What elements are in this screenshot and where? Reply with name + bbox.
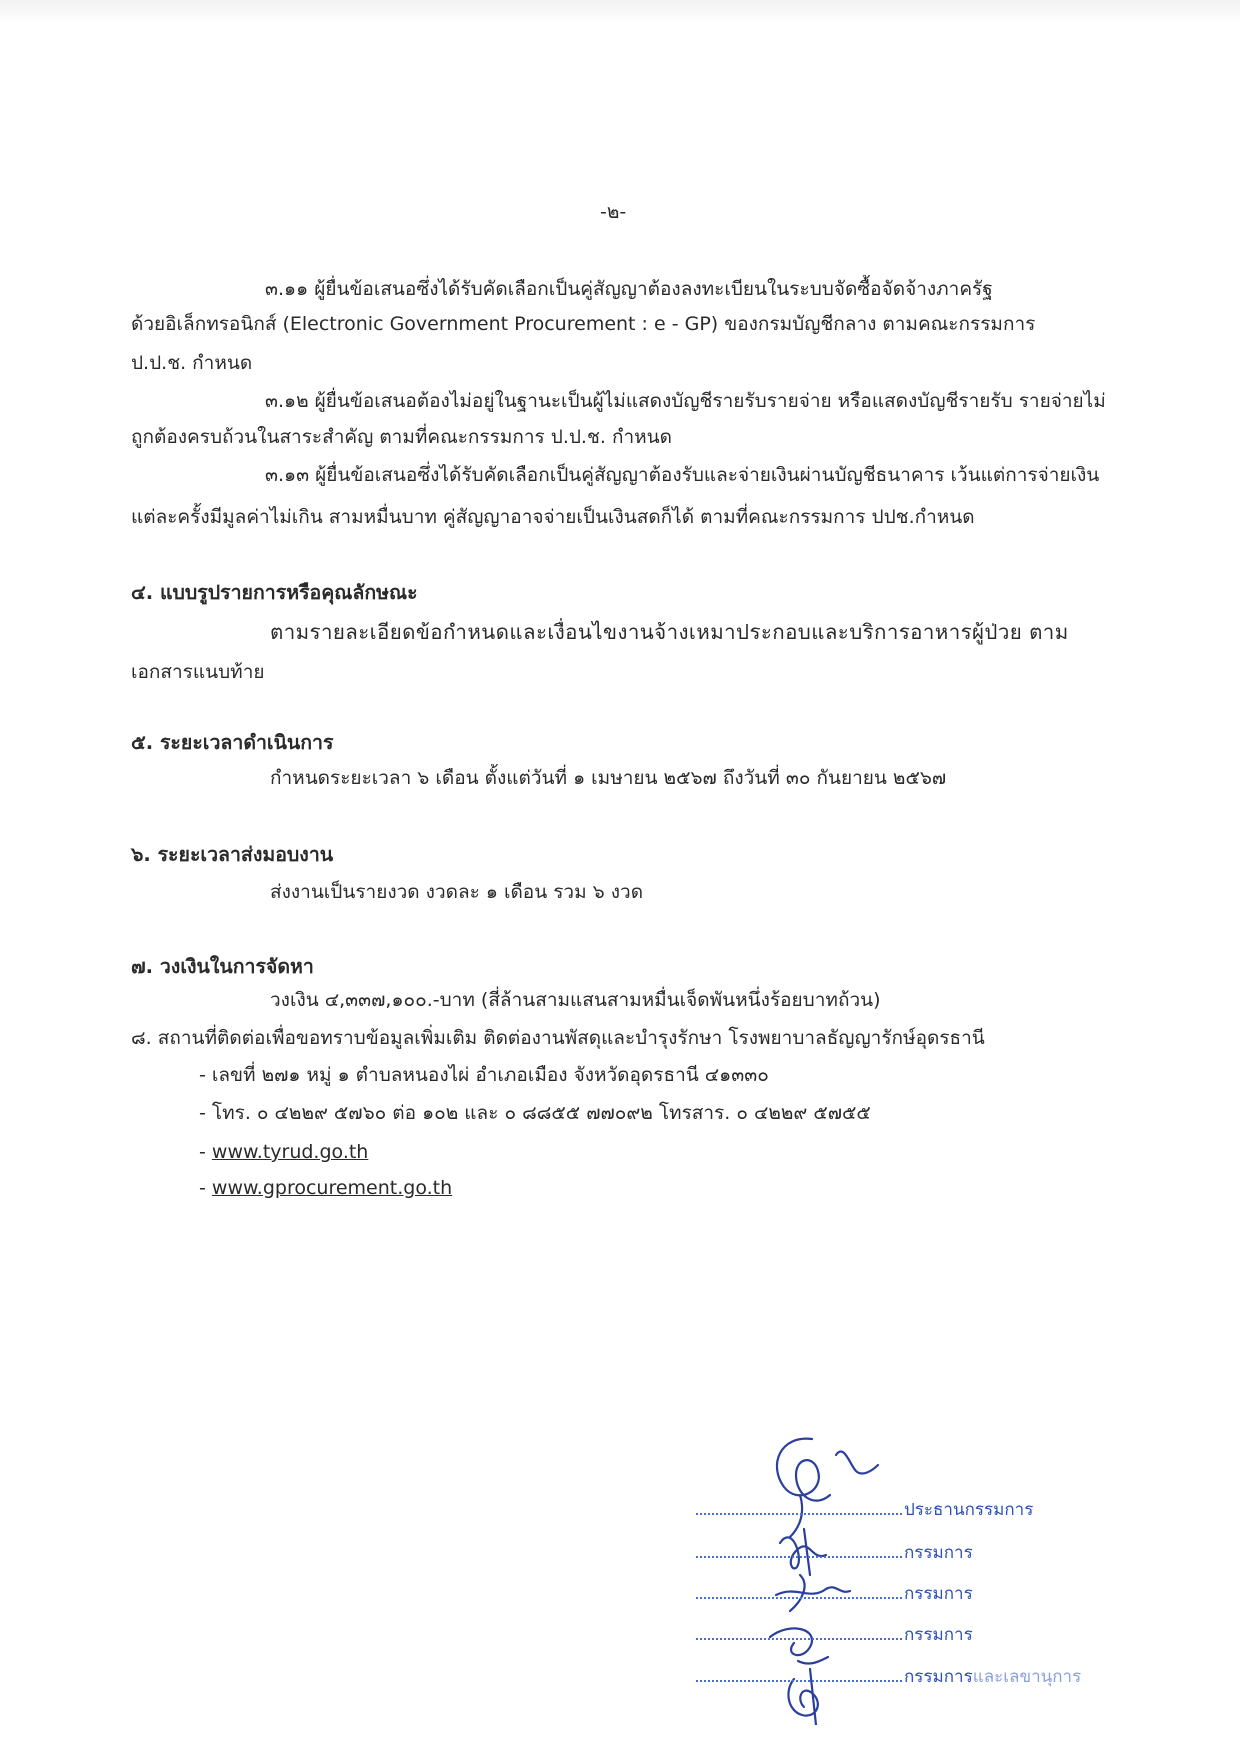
- page-number: -๒-: [600, 201, 627, 223]
- section-4-line-2: เอกสารแนบท้าย: [131, 661, 265, 683]
- section-6-line-1: ส่งงานเป็นรายงวด งวดละ ๑ เดือน รวม ๖ งวด: [270, 881, 644, 903]
- list-dash: -: [199, 1141, 212, 1163]
- clause-3-12-line-2: ถูกต้องครบถ้วนในสาระสำคัญ ตามที่คณะกรรมการ ป.ป.ช. กำหนด: [131, 426, 672, 448]
- clause-3-12-line-1: ๓.๑๒ ผู้ยื่นข้อเสนอต้องไม่อยู่ในฐานะเป็นผู้ไม่แสดงบัญชีรายรับรายจ่าย หรือแสดงบัญชีรายรับ รายจ่ายไม่: [265, 390, 1106, 412]
- signature-line: [696, 1666, 902, 1682]
- signature-line: [696, 1624, 902, 1640]
- signature-role-secretary-a: กรรมการ: [904, 1667, 973, 1687]
- signature-line: [696, 1542, 902, 1558]
- signature-line: [696, 1499, 902, 1515]
- clause-3-11-line-2: ด้วยอิเล็กทรอนิกส์ (Electronic Government Procurement : e - GP) ของกรมบัญชีกลาง ตามคณะกรรมการ: [131, 313, 1036, 335]
- signature-role-member: กรรมการ: [904, 1625, 973, 1645]
- signature-role-member: กรรมการ: [904, 1584, 973, 1604]
- signature-role-secretary-b: และเลขานุการ: [972, 1667, 1082, 1687]
- clause-3-11-line-1: ๓.๑๑ ผู้ยื่นข้อเสนอซึ่งได้รับคัดเลือกเป็นคู่สัญญาต้องลงทะเบียนในระบบจัดซื้อจัดจ้างภาครัฐ: [265, 278, 993, 300]
- section-8-web-2: [199, 1176, 452, 1200]
- section-8-address: - เลขที่ ๒๗๑ หมู่ ๑ ตำบลหนองไผ่ อำเภอเมือง จังหวัดอุดรธานี ๔๑๓๓๐: [199, 1064, 769, 1086]
- section-4-line-1: ตามรายละเอียดข้อกำหนดและเงื่อนไขงานจ้างเหมาประกอบและบริการอาหารผู้ป่วย ตาม: [270, 620, 1069, 644]
- website-link-gprocurement[interactable]: www.gprocurement.go.th: [211, 1177, 453, 1199]
- signature-row-member-1: [696, 1539, 973, 1566]
- clause-3-11-line-3: ป.ป.ช. กำหนด: [131, 352, 253, 374]
- section-5-heading: ๕. ระยะเวลาดำเนินการ: [131, 731, 334, 754]
- signature-role-secretary: [904, 1667, 1081, 1687]
- signature-row-member-3: [696, 1621, 973, 1648]
- signature-row-secretary: [696, 1663, 1081, 1690]
- section-7-line-1: วงเงิน ๔,๓๓๗,๑๐๐.-บาท (สี่ล้านสามแสนสามหมื่นเจ็ดพันหนึ่งร้อยบาทถ้วน): [270, 989, 881, 1011]
- list-dash: -: [199, 1177, 212, 1199]
- section-4-heading: ๔. แบบรูปรายการหรือคุณลักษณะ: [131, 581, 418, 604]
- section-8-line-1: ๘. สถานที่ติดต่อเพื่อขอทราบข้อมูลเพิ่มเติม ติดต่องานพัสดุและบำรุงรักษา โรงพยาบาลธัญญารักษ์อุดรธานี: [131, 1027, 985, 1049]
- signature-role-member: กรรมการ: [904, 1543, 973, 1563]
- clause-3-13-line-2: แต่ละครั้งมีมูลค่าไม่เกิน สามหมื่นบาท คู่สัญญาอาจจ่ายเป็นเงินสดก็ได้ ตามที่คณะกรรมการ ปปช.กำหนด: [131, 506, 975, 528]
- signature-row-chair: [696, 1496, 1033, 1523]
- section-5-line-1: กำหนดระยะเวลา ๖ เดือน ตั้งแต่วันที่ ๑ เมษายน ๒๕๖๗ ถึงวันที่ ๓๐ กันยายน ๒๕๖๗: [270, 767, 947, 789]
- section-7-heading: ๗. วงเงินในการจัดหา: [131, 955, 314, 978]
- section-8-telephone: - โทร. ๐ ๔๒๒๙ ๕๗๖๐ ต่อ ๑๐๒ และ ๐ ๘๘๕๕ ๗๗๐๙๒ โทรสาร. ๐ ๔๒๒๙ ๕๗๕๕: [199, 1102, 871, 1124]
- section-6-heading: ๖. ระยะเวลาส่งมอบงาน: [131, 843, 334, 866]
- signature-line: [696, 1583, 902, 1599]
- scan-edge: [0, 0, 1240, 24]
- signature-row-member-2: [696, 1580, 973, 1607]
- clause-3-13-line-1: ๓.๑๓ ผู้ยื่นข้อเสนอซึ่งได้รับคัดเลือกเป็นคู่สัญญาต้องรับและจ่ายเงินผ่านบัญชีธนาคาร เว้นแต่การจ่ายเงิน: [265, 464, 1100, 486]
- website-link-tyrud[interactable]: www.tyrud.go.th: [211, 1141, 369, 1163]
- signature-role-chair: ประธานกรรมการ: [904, 1500, 1034, 1520]
- section-8-web-1: [199, 1140, 368, 1164]
